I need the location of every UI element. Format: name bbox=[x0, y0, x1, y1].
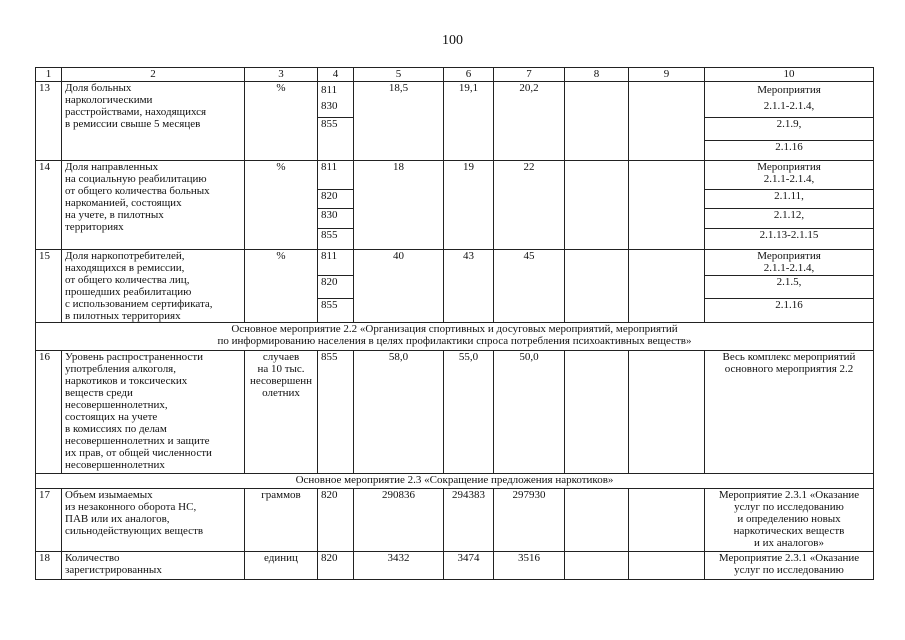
code-value: 811 bbox=[321, 84, 338, 96]
value-col9 bbox=[629, 82, 705, 161]
value-col5: 3432 bbox=[354, 552, 444, 580]
events-cell: Весь комплекс мероприятий основного мероприятия 2.2 bbox=[705, 351, 874, 474]
header-row bbox=[36, 68, 874, 82]
row-number: 14 bbox=[36, 161, 62, 250]
value-col7: 3516 bbox=[494, 552, 565, 580]
code-cell: 811 bbox=[318, 161, 354, 190]
value-col6: 19 bbox=[444, 161, 494, 250]
value-col8 bbox=[565, 82, 629, 161]
code-value: 830 bbox=[321, 100, 338, 112]
events-cell: 2.1.16 bbox=[705, 299, 874, 323]
value-col8 bbox=[565, 552, 629, 580]
indicator-name: Доля больных наркологическими расстройствами, находящихся в ремиссии свыше 5 месяцев bbox=[62, 82, 245, 161]
header-cell: 6 bbox=[444, 68, 494, 82]
events-cell: Мероприятие 2.3.1 «Оказание услуг по исследованию и определению новых наркотических веществ и их аналогов» bbox=[705, 489, 874, 552]
value-col9 bbox=[629, 351, 705, 474]
events-cell: Мероприятия 2.1.1-2.1.4, bbox=[705, 161, 874, 190]
value-col5: 40 bbox=[354, 250, 444, 323]
header-cell: 5 bbox=[354, 68, 444, 82]
value-col5: 58,0 bbox=[354, 351, 444, 474]
events-cell: 2.1.5, bbox=[705, 275, 874, 299]
header-cell: 2 bbox=[62, 68, 245, 82]
value-col5: 18 bbox=[354, 161, 444, 250]
header-cell: 7 bbox=[494, 68, 565, 82]
events-cell: 2.1.9, bbox=[705, 118, 874, 141]
unit-cell: единиц bbox=[245, 552, 318, 580]
events-cell: 2.1.11, bbox=[705, 190, 874, 209]
indicator-name: Доля наркопотребителей, находящихся в ремиссии, от общего количества лиц, прошедших реабилитацию с использованием сертификата, в пилотных территориях bbox=[62, 250, 245, 323]
code-cell: 811 bbox=[318, 250, 354, 276]
row-number: 16 bbox=[36, 351, 62, 474]
value-col9 bbox=[629, 489, 705, 552]
events-cell bbox=[705, 82, 874, 118]
row-number: 17 bbox=[36, 489, 62, 552]
events-cell: Мероприятие 2.3.1 «Оказание услуг по исследованию bbox=[705, 552, 874, 580]
section-row bbox=[36, 323, 874, 351]
value-col7: 22 bbox=[494, 161, 565, 250]
code-cell: 820 bbox=[318, 190, 354, 209]
header-cell: 3 bbox=[245, 68, 318, 82]
table-row bbox=[36, 489, 874, 552]
code-cell: 855 bbox=[318, 299, 354, 323]
unit-cell: граммов bbox=[245, 489, 318, 552]
value-col9 bbox=[629, 552, 705, 580]
page-number: 100 bbox=[442, 33, 463, 48]
value-col5: 18,5 bbox=[354, 82, 444, 161]
code-cell: 855 bbox=[318, 118, 354, 161]
header-cell: 4 bbox=[318, 68, 354, 82]
row-number: 13 bbox=[36, 82, 62, 161]
value-col6: 3474 bbox=[444, 552, 494, 580]
events-cell: 2.1.13-2.1.15 bbox=[705, 229, 874, 250]
events-cell: 2.1.12, bbox=[705, 209, 874, 229]
header-cell: 9 bbox=[629, 68, 705, 82]
header-cell: 8 bbox=[565, 68, 629, 82]
row-number: 15 bbox=[36, 250, 62, 323]
code-cell: 855 bbox=[318, 351, 354, 474]
unit-cell: % bbox=[245, 250, 318, 323]
value-col6: 55,0 bbox=[444, 351, 494, 474]
indicators-table bbox=[35, 67, 874, 580]
value-col8 bbox=[565, 351, 629, 474]
section-row bbox=[36, 474, 874, 489]
table-row bbox=[36, 250, 874, 276]
unit-cell: случаев на 10 тыс. несовершенн олетних bbox=[245, 351, 318, 474]
code-cell: 820 bbox=[318, 552, 354, 580]
events-text: Мероприятия bbox=[757, 84, 821, 96]
table-row bbox=[36, 161, 874, 190]
unit-cell: % bbox=[245, 161, 318, 250]
table-row bbox=[36, 82, 874, 118]
row-number: 18 bbox=[36, 552, 62, 580]
indicator-name: Объем изымаемых из незаконного оборота НС, ПАВ или их аналогов, сильнодействующих веществ bbox=[62, 489, 245, 552]
unit-cell: % bbox=[245, 82, 318, 161]
indicator-name: Количество зарегистрированных bbox=[62, 552, 245, 580]
header-cell: 1 bbox=[36, 68, 62, 82]
section-title: Основное мероприятие 2.2 «Организация спортивных и досуговых мероприятий, мероприятий по информированию населения в целях профилактики спроса потребления психоактивных веществ» bbox=[36, 323, 874, 351]
value-col7: 45 bbox=[494, 250, 565, 323]
value-col7: 297930 bbox=[494, 489, 565, 552]
value-col8 bbox=[565, 250, 629, 323]
value-col9 bbox=[629, 161, 705, 250]
events-text: 2.1.1-2.1.4, bbox=[763, 100, 815, 112]
value-col6: 19,1 bbox=[444, 82, 494, 161]
value-col6: 294383 bbox=[444, 489, 494, 552]
value-col8 bbox=[565, 161, 629, 250]
section-title: Основное мероприятие 2.3 «Сокращение предложения наркотиков» bbox=[36, 474, 874, 489]
value-col9 bbox=[629, 250, 705, 323]
value-col8 bbox=[565, 489, 629, 552]
header-cell: 10 bbox=[705, 68, 874, 82]
code-cell: 855 bbox=[318, 229, 354, 250]
code-cell: 830 bbox=[318, 209, 354, 229]
code-cell bbox=[318, 82, 354, 118]
table-row bbox=[36, 552, 874, 580]
indicator-name: Доля направленных на социальную реабилитацию от общего количества больных наркоманией, состоящих на учете, в пилотных территориях bbox=[62, 161, 245, 250]
value-col5: 290836 bbox=[354, 489, 444, 552]
events-cell: Мероприятия 2.1.1-2.1.4, bbox=[705, 250, 874, 276]
value-col7: 20,2 bbox=[494, 82, 565, 161]
events-cell: 2.1.16 bbox=[705, 141, 874, 161]
table-row bbox=[36, 351, 874, 474]
value-col7: 50,0 bbox=[494, 351, 565, 474]
code-cell: 820 bbox=[318, 275, 354, 299]
value-col6: 43 bbox=[444, 250, 494, 323]
indicator-name: Уровень распространенности употребления алкоголя, наркотиков и токсических веществ среди несовершеннолетних, состоящих на учете в комиссиях по делам несовершеннолетних и защите их прав, от общей численности несовершеннолетних bbox=[62, 351, 245, 474]
code-cell: 820 bbox=[318, 489, 354, 552]
